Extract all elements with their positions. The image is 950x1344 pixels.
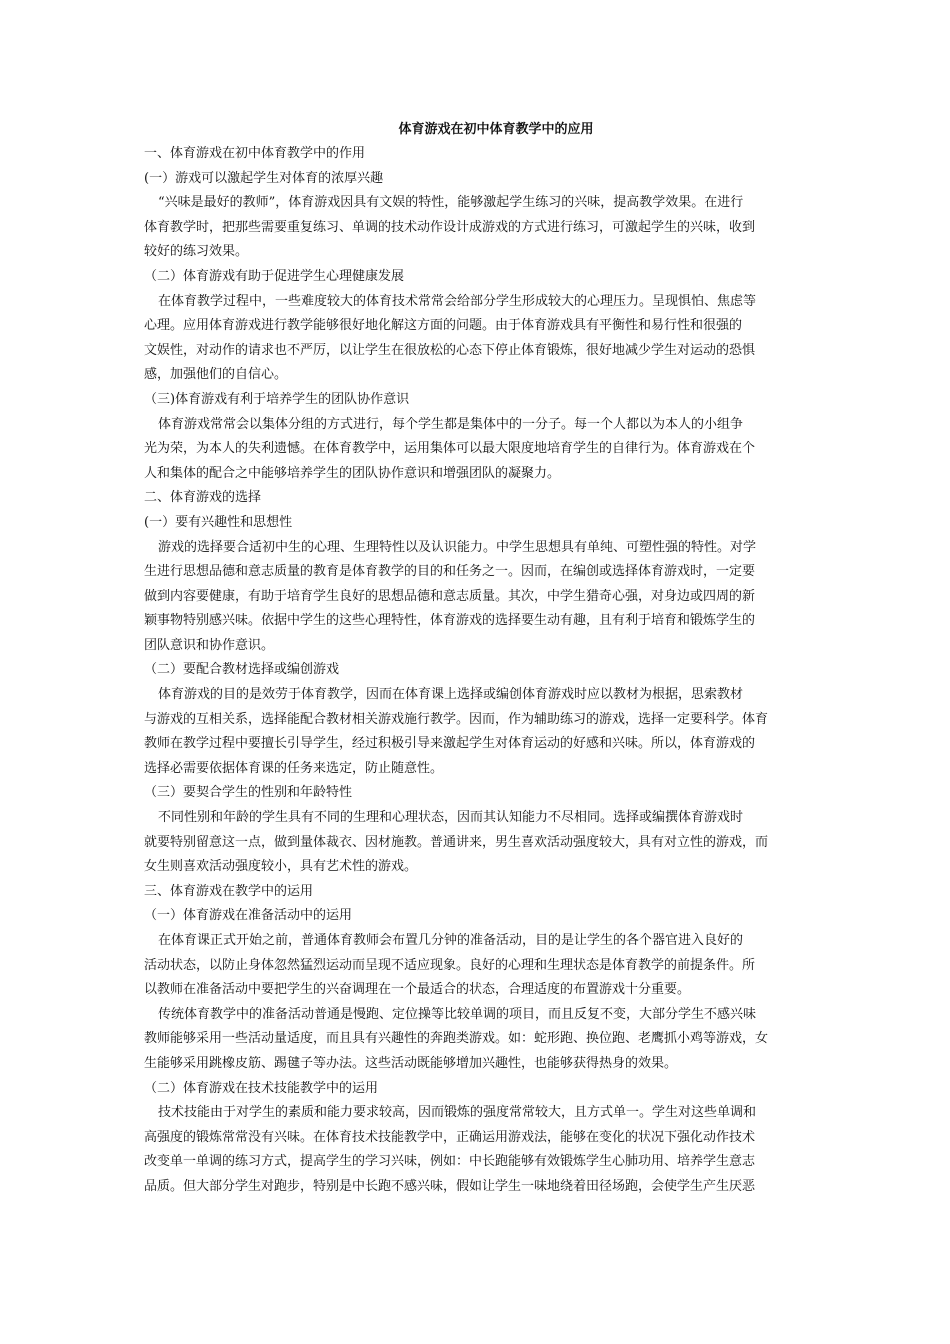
paragraph-line: 选择必需要依据体育课的任务来选定，防止随意性。 <box>144 760 444 776</box>
paragraph-line: 高强度的锻炼常常没有兴味。在体育技术技能教学中，正确运用游戏法，能够在变化的状况下强化动作技术 <box>144 1129 756 1145</box>
paragraph-line: 心理。应用体育游戏进行教学能够很好地化解这方面的问题。由于体育游戏具有平衡性和易行性和很强的 <box>144 318 743 334</box>
subsection-heading: （一）体育游戏在准备活动中的运用 <box>144 908 353 924</box>
subsection-heading: （二）要配合教材选择或编创游戏 <box>144 662 340 678</box>
paragraph-line: 教师在教学过程中要擅长引导学生，经过积极引导来激起学生对体育运动的好感和兴味。所以，体育游戏的 <box>144 736 756 752</box>
paragraph-line: 做到内容要健康，有助于培育学生良好的思想品德和意志质量。其次，中学生猎奇心强，对身边或四周的新 <box>144 588 756 604</box>
paragraph-line: 体育游戏常常会以集体分组的方式进行，每个学生都是集体中的一分子。每一个人都以为本人的小组争 <box>158 416 744 432</box>
subsection-heading: （二）体育游戏有助于促进学生心理健康发展 <box>144 268 405 284</box>
paragraph-line: 不同性别和年龄的学生具有不同的生理和心理状态，因而其认知能力不尽相同。选择或编撰体育游戏时 <box>158 810 744 826</box>
paragraph-line: 生能够采用跳橡皮筋、踢毽子等办法。这些活动既能够增加兴趣性，也能够获得热身的效果。 <box>144 1055 678 1071</box>
paragraph-line: 生进行思想品德和意志质量的教育是体育教学的目的和任务之一。因而，在编创或选择体育游戏时，一定要 <box>144 564 756 580</box>
document-title: 体育游戏在初中体育教学中的应用 <box>398 122 594 137</box>
paragraph-line: 体育教学时，把那些需要重复练习、单调的技术动作设计成游戏的方式进行练习，可激起学生的兴味，收到 <box>144 219 756 235</box>
subsection-heading: (一）要有兴趣性和思想性 <box>144 514 293 530</box>
paragraph-line: 在体育课正式开始之前，普通体育教师会布置几分钟的准备活动，目的是让学生的各个器官进入良好的 <box>158 933 744 948</box>
paragraph-line: 传统体育教学中的准备活动普通是慢跑、定位操等比较单调的项目，而且反复不变，大部分学生不感兴味 <box>158 1006 757 1022</box>
paragraph-line: 与游戏的互相关系，选择能配合教材相关游戏施行教学。因而，作为辅助练习的游戏，选择一定要科学。体育 <box>144 711 769 727</box>
paragraph-line: 颖事物特别感兴味。依据中学生的这些心理特性，体育游戏的选择要生动有趣，且有利于培育和锻炼学生的 <box>144 613 756 629</box>
paragraph-line: 品质。但大部分学生对跑步，特别是中长跑不感兴味，假如让学生一味地绕着田径场跑，会使学生产生厌恶 <box>144 1178 756 1194</box>
paragraph-line: 改变单一单调的练习方式，提高学生的学习兴味，例如：中长跑能够有效锻炼学生心肺功用、培养学生意志 <box>144 1154 756 1170</box>
paragraph-line: 在体育教学过程中，一些难度较大的体育技术常常会给部分学生形成较大的心理压力。呈现惧怕、焦虑等 <box>158 293 757 309</box>
paragraph-line: 女生则喜欢活动强度较小，具有艺术性的游戏。 <box>144 859 418 875</box>
paragraph-line: 活动状态，以防止身体忽然猛烈运动而呈现不适应现象。良好的心理和生理状态是体育教学的前提条件。所 <box>144 957 756 973</box>
paragraph-line: 文娱性，对动作的请求也不严厉，以让学生在很放松的心态下停止体育锻炼，很好地减少学生对运动的恐惧 <box>144 342 756 358</box>
section-heading: 三、体育游戏在教学中的运用 <box>144 883 314 899</box>
subsection-heading: （三)体育游戏有利于培养学生的团队协作意识 <box>144 391 410 407</box>
paragraph-line: 人和集体的配合之中能够培养学生的团队协作意识和增强团队的凝聚力。 <box>144 465 561 481</box>
paragraph-line: 光为荣，为本人的失利遗憾。在体育教学中，运用集体可以最大限度地培育学生的自律行为。体育游戏在个 <box>144 441 756 457</box>
paragraph-line: 感，加强他们的自信心。 <box>144 367 288 383</box>
paragraph-line: 体育游戏的目的是效劳于体育教学，因而在体育课上选择或编创体育游戏时应以教材为根据，思索教材 <box>158 687 744 703</box>
paragraph-line: 游戏的选择要合适初中生的心理、生理特性以及认识能力。中学生思想具有单纯、可塑性强的特性。对学 <box>158 539 757 555</box>
paragraph-line: 较好的练习效果。 <box>144 244 249 260</box>
paragraph-line: 教师能够采用一些活动量适度，而且具有兴趣性的奔跑类游戏。如：蛇形跑、换位跑、老鹰抓小鸡等游戏，女 <box>144 1031 769 1047</box>
paragraph-line: 技术技能由于对学生的素质和能力要求较高，因而锻炼的强度常常较大，且方式单一。学生对这些单调和 <box>158 1105 757 1121</box>
section-heading: 二、体育游戏的选择 <box>144 490 262 506</box>
document-page <box>144 118 808 1200</box>
paragraph-line: “兴味是最好的教师”，体育游戏因具有文娱的特性，能够激起学生练习的兴味，提高教学效果。在进行 <box>158 195 744 211</box>
subsection-heading: （三）要契合学生的性别和年龄特性 <box>144 785 353 801</box>
paragraph-line: 以教师在准备活动中要把学生的兴奋调理在一个最适合的状态，合理适度的布置游戏十分重要。 <box>144 982 691 998</box>
paragraph-line: 就要特别留意这一点，做到量体裁衣、因材施教。普通讲来，男生喜欢活动强度较大，具有对立性的游戏，而 <box>144 834 769 850</box>
section-heading: 一、体育游戏在初中体育教学中的作用 <box>144 146 366 161</box>
paragraph-line: 团队意识和协作意识。 <box>144 637 275 653</box>
subsection-heading: (一）游戏可以激起学生对体育的浓厚兴趣 <box>144 170 384 186</box>
subsection-heading: （二）体育游戏在技术技能教学中的运用 <box>144 1080 379 1096</box>
